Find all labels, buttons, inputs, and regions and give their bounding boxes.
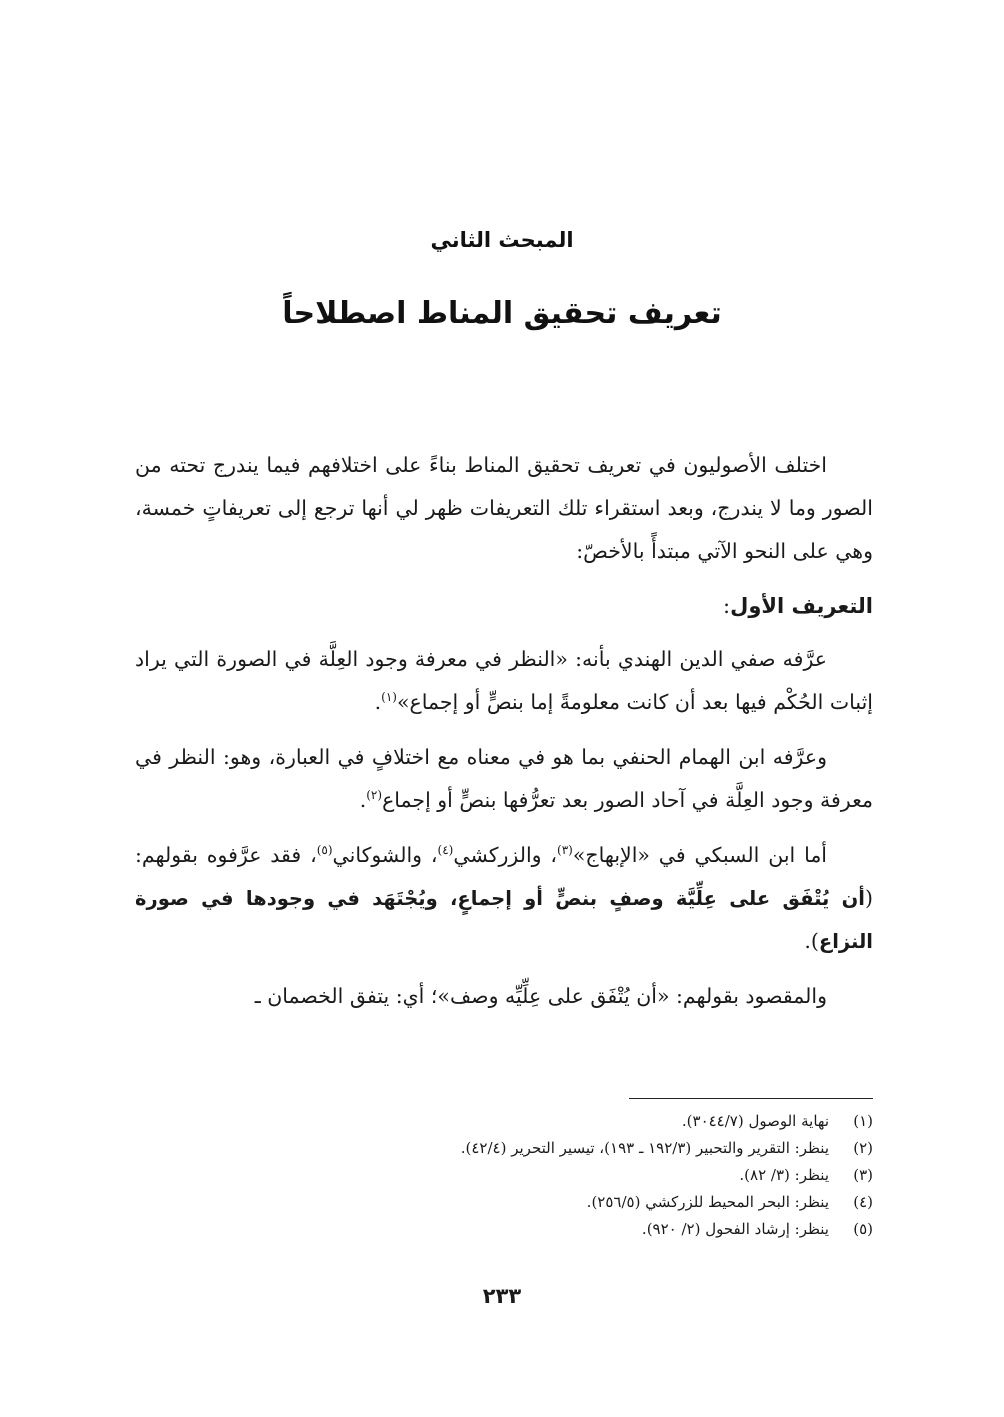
paragraph-ibn-humam-text: وعرَّفه ابن الهمام الحنفي بما هو في معناه مع اختلافٍ في العبارة، وهو: النظر في معرفة وجود العِلَّة في آحاد الصور بعد تعرُّفها بنصٍّ أو إجماع [135,745,873,812]
footnote-ref-3[interactable]: (٣) [557,843,573,858]
footnote-number: (٣) [853,1166,873,1184]
footnote-text: نهاية الوصول (٣٠٤٤/٧). [681,1112,829,1130]
footnote-item [135,1189,873,1216]
footnote-item [135,1216,873,1243]
paragraph-explanation: والمقصود بقولهم: «أن يُتْفَق على عِلِّيِّه وصف»؛ أي: يتفق الخصمان ـ [254,984,827,1008]
footnote-item [135,1162,873,1189]
intro-paragraph: اختلف الأصوليون في تعريف تحقيق المناط بناءً على اختلافهم فيما يندرج تحته من الصور وما لا يندرج، وبعد استقراء تلك التعريفات ظهر لي أنها ترجع إلى تعريفاتٍ خمسة، وهي على النحو الآتي مبتدأً بالأخصّ: [135,453,873,563]
footnote-item [135,1135,873,1162]
footnote-ref-5[interactable]: (٥) [316,843,333,858]
paragraph-ibn-humam-end: . [359,788,367,812]
footnote-divider [629,1098,873,1099]
footnote-text: ينظر: إرشاد الفحول (٢/ ٩٢٠). [641,1220,829,1238]
first-definition-heading [135,585,873,628]
paragraph-subki-text-c: ، والشوكاني [332,843,438,867]
footnotes [135,1108,873,1243]
footnote-number: (٢) [853,1139,873,1157]
footnote-number: (٥) [853,1220,873,1238]
paragraph-ibn-humam-definition [135,736,873,822]
page-title: تعريف تحقيق المناط اصطلاحاً [282,296,722,331]
section-label: المبحث الثاني [430,228,574,252]
footnote-text: ينظر: البحر المحيط للزركشي (٢٥٦/٥). [586,1193,829,1211]
footnote-ref-2[interactable]: (٢) [366,788,383,803]
footnote-item [135,1108,873,1135]
paragraph-hindi-end: . [374,690,382,714]
paragraph-subki-definition [135,834,873,963]
footnote-number: (١) [853,1112,873,1130]
paragraph-hindi-text: عرَّفه صفي الدين الهندي بأنه: «النظر في معرفة وجود العِلَّة في الصورة التي يراد إثبات الحُكْم فيها بعد أن كانت معلومةً إما بنصٍّ أو إجماع» [135,647,873,714]
paragraph-subki-text-b: ، والزركشي [453,843,558,867]
footnote-ref-1[interactable]: (١) [381,690,397,705]
paragraph-subki-text-a: أما ابن السبكي في «الإبهاج» [572,843,827,867]
page-number: ٢٣٣ [482,1284,522,1308]
footnote-ref-4[interactable]: (٤) [437,843,454,858]
footnote-number: (٤) [853,1193,873,1211]
footnote-text: ينظر: (٣/ ٨٢). [739,1166,829,1184]
body-text [135,444,873,1030]
paragraph-subki-end: ). [804,929,819,953]
bold-definition-quote: أن يُتْفَق على عِلِّيَّة وصفٍ بنصٍّ أو إجماعٍ، ويُجْتَهَد في وجودها في صورة النزاع [135,887,873,953]
paragraph-hindi-definition [135,638,873,724]
first-definition-heading-colon: : [723,594,731,618]
paragraph-subki-text-d: ، فقد عرَّفوه بقولهم: ( [135,843,873,910]
first-definition-heading-text: التعريف الأول [730,594,873,618]
footnote-text: ينظر: التقرير والتحبير (١٩٢/٣ ـ ١٩٣)، تيسير التحرير (٤٢/٤). [460,1139,829,1157]
